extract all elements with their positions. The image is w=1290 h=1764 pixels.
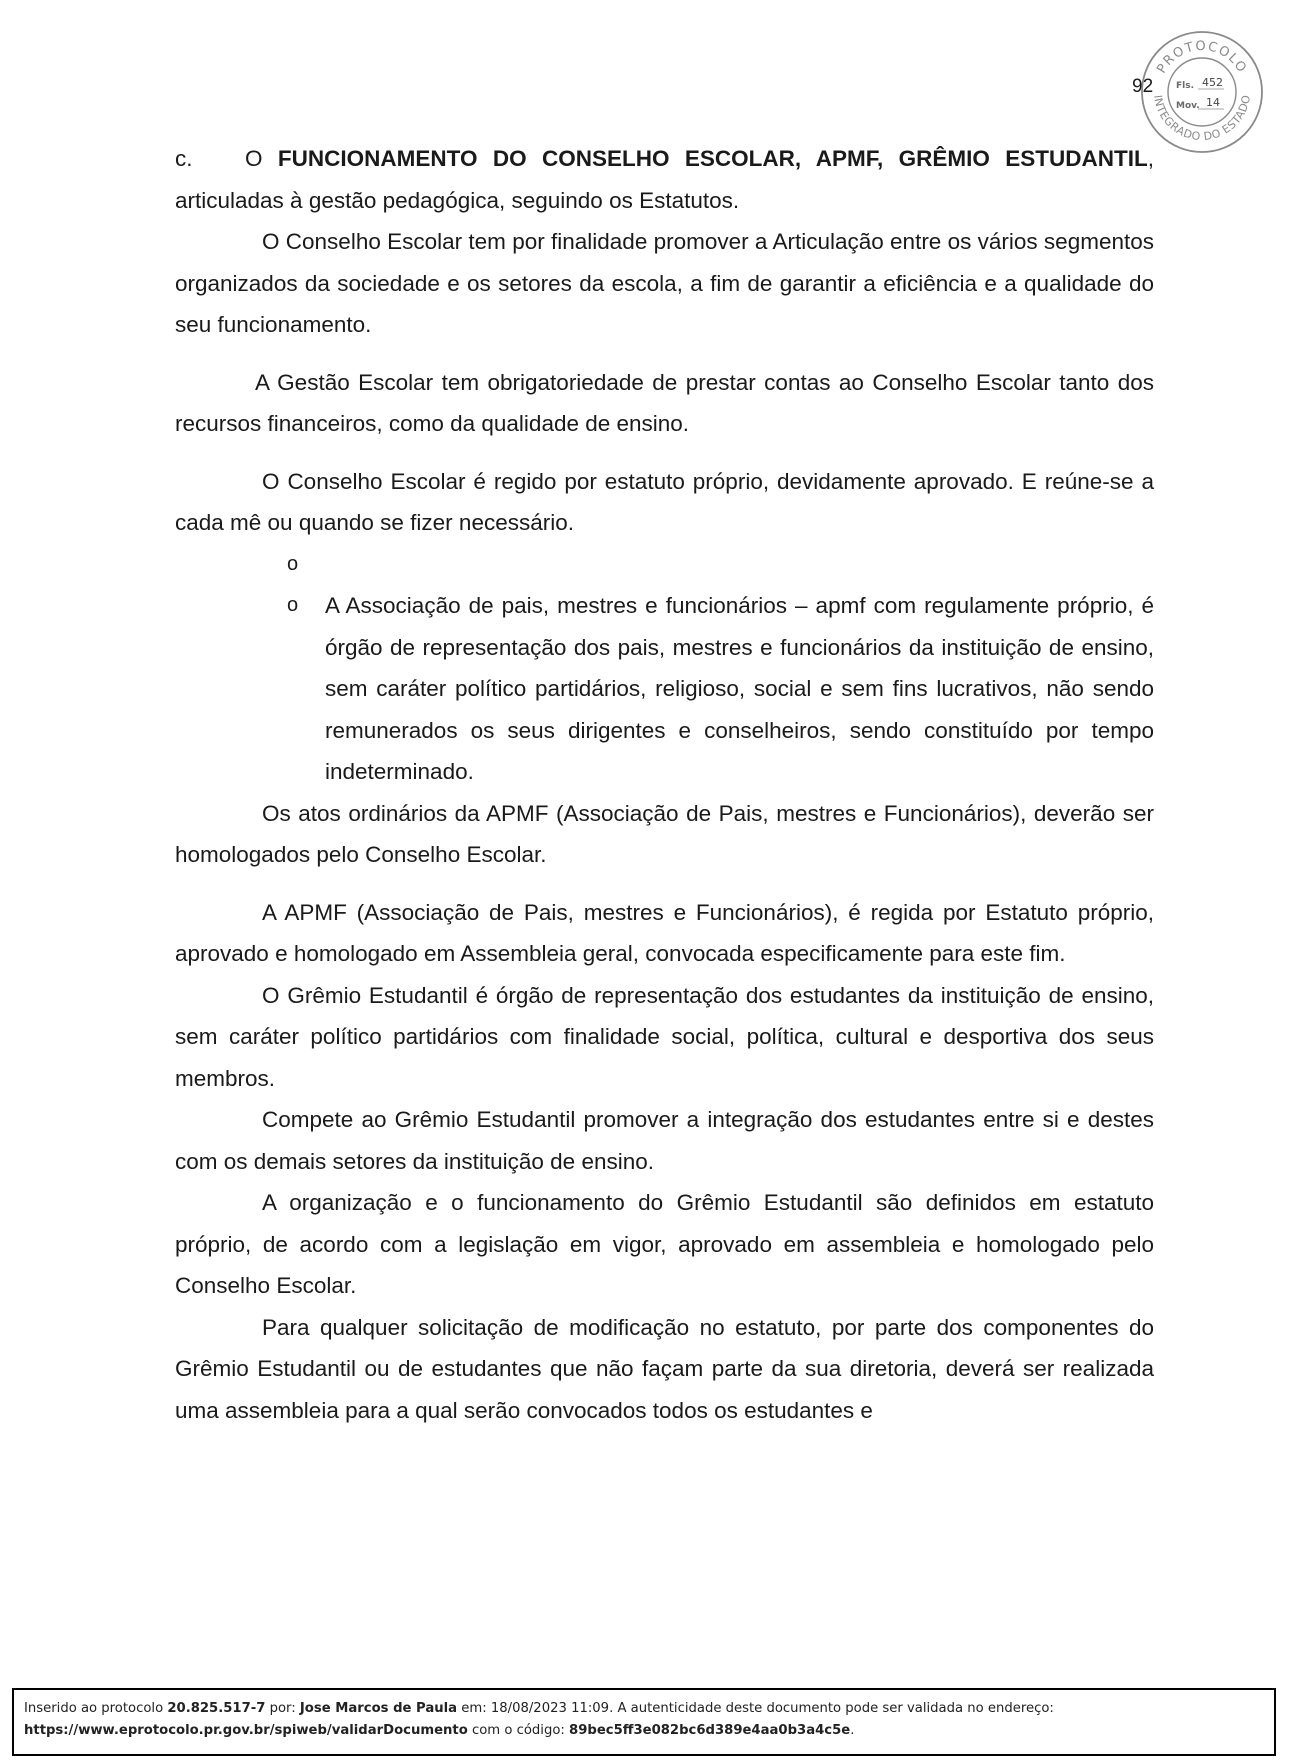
paragraph-5: A APMF (Associação de Pais, mestres e Funcionários), é regida por Estatuto próprio, aprovado e homologado em Assembleia geral, convocada especificamente para este fim. — [175, 899, 1154, 966]
document-body — [175, 138, 1154, 1431]
stamp-seal-icon — [1140, 30, 1264, 154]
paragraph-3: O Conselho Escolar é regido por estatuto próprio, devidamente aprovado. E reúne-se a cada mê ou quando se fizer necessário. — [175, 468, 1154, 535]
footer-text: com o código: — [467, 1723, 570, 1738]
footer-validation-code: 89bec5ff3e082bc6d389e4aa0b3a4c5e — [569, 1723, 851, 1738]
bullet-item-text: A Associação de pais, mestres e funcionários – apmf com regulamente próprio, é órgão de representação dos pais, mestres e funcionários da instituição de ensino, sem caráter político partidários, religioso, social e sem fins lucrativos, não sendo remunerados os seus dirigentes e conselheiros, sendo constituído por tempo indeterminado. — [325, 593, 1154, 784]
footer-text: em: 18/08/2023 11:09. A autenticidade deste documento pode ser validada no endereço: — [457, 1701, 1054, 1716]
stamp-mov-value: 14 — [1206, 96, 1220, 109]
protocol-stamp — [1140, 30, 1264, 154]
paragraph-8: A organização e o funcionamento do Grêmio Estudantil são definidos em estatuto próprio, de acordo com a legislação em vigor, aprovado em assembleia e homologado pelo Conselho Escolar. — [175, 1190, 1154, 1298]
paragraph-1: O Conselho Escolar tem por finalidade promover a Articulação entre os vários segmentos organizados da sociedade e os setores da escola, a fim de garantir a eficiência e a qualidade do seu funcionamento. — [175, 229, 1154, 337]
paragraph-9: Para qualquer solicitação de modificação no estatuto, por parte dos componentes do Grêmio Estudantil ou de estudantes que não façam parte da sua diretoria, deverá ser realizada uma assembleia para a qual serão convocados todos os estudantes e — [175, 1314, 1154, 1423]
footer-validation-url[interactable]: https://www.eprotocolo.pr.gov.br/spiweb/validarDocumento — [24, 1723, 468, 1738]
item-c-letter: c. — [175, 146, 193, 171]
footer-line-2 — [24, 1720, 1264, 1742]
item-c-heading — [175, 138, 1154, 221]
paragraph-4: Os atos ordinários da APMF (Associação de Pais, mestres e Funcionários), deverão ser homologados pelo Conselho Escolar. — [175, 800, 1154, 867]
footer-text: . — [850, 1723, 855, 1738]
footer-text: por: — [265, 1701, 300, 1716]
footer-text: Inserido ao protocolo — [24, 1701, 168, 1716]
bullet-item-empty — [175, 544, 1154, 586]
stamp-fls-label: Fls. — [1176, 81, 1195, 91]
bullet-item-apmf — [175, 585, 1154, 793]
paragraph-7: Compete ao Grêmio Estudantil promover a integração dos estudantes entre si e destes com os demais setores da instituição de ensino. — [175, 1107, 1154, 1174]
footer-protocol-number: 20.825.517-7 — [167, 1701, 266, 1716]
bullet-circle-icon: o — [287, 552, 299, 575]
paragraph-2: A Gestão Escolar tem obrigatoriedade de prestar contas ao Conselho Escolar tanto dos recursos financeiros, como da qualidade de ensino. — [175, 369, 1154, 436]
footer-line-1 — [24, 1698, 1264, 1720]
page-number: 92 — [1132, 76, 1154, 97]
bullet-circle-icon: o — [287, 594, 299, 616]
stamp-mov-label: Mov. — [1176, 101, 1200, 111]
item-c-heading-bold: FUNCIONAMENTO DO CONSELHO ESCOLAR, APMF, GRÊMIO ESTUDANTIL — [277, 146, 1148, 171]
paragraph-6: O Grêmio Estudantil é órgão de representação dos estudantes da instituição de ensino, sem caráter político partidários com finalidade social, política, cultural e desportiva dos seus membros. — [175, 982, 1154, 1091]
svg-text:INTEGRADO DO ESTADO — [1151, 94, 1253, 143]
item-c-heading-rest: , articuladas à gestão pedagógica, seguindo os Estatutos. — [175, 146, 1154, 213]
authenticity-footer — [12, 1688, 1276, 1756]
stamp-bottom-text: INTEGRADO DO ESTADO — [1151, 93, 1254, 144]
footer-author: Jose Marcos de Paula — [299, 1701, 458, 1716]
stamp-top-text: PROTOCOLO — [1154, 38, 1250, 77]
stamp-fls-value: 452 — [1202, 76, 1223, 89]
bullet-list — [175, 544, 1154, 793]
item-c-heading-article: O — [245, 146, 263, 171]
